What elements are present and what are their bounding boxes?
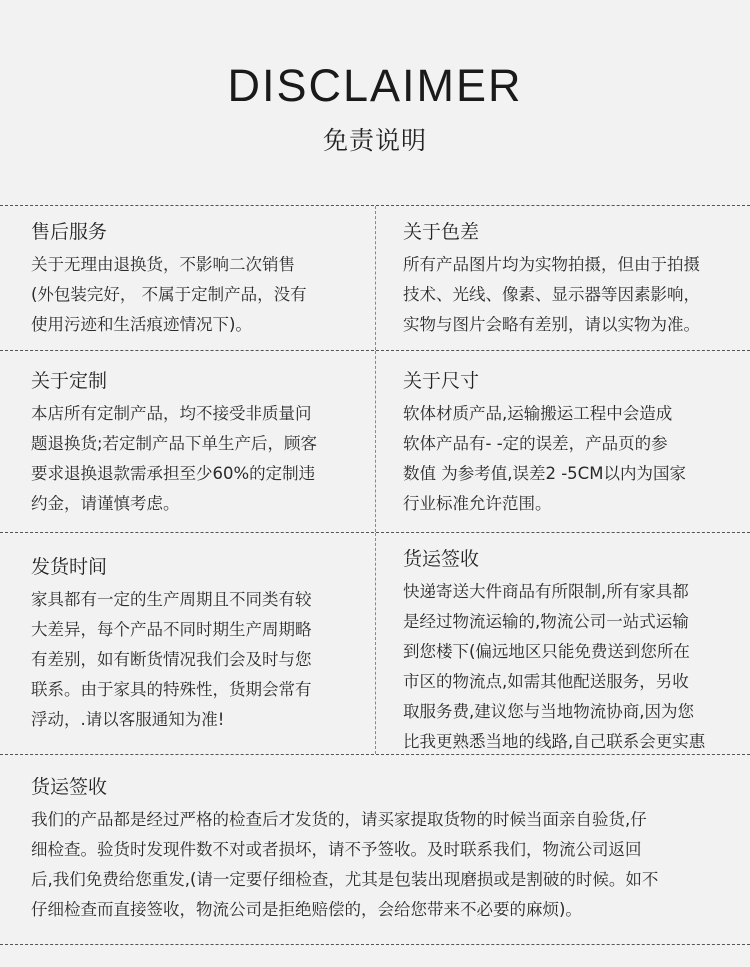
color-difference-section (403, 218, 700, 340)
body-line: 关于无理由退换货，不影响二次销售 (31, 255, 295, 274)
section-title: 关于尺寸 (403, 370, 480, 392)
section-body (31, 250, 307, 340)
body-line: 后,我们免费给您重发,(请一定要仔细检查，尤其是包装出现磨损或是割破的时候。如不 (31, 870, 659, 889)
customization-section (31, 367, 317, 519)
body-line: 题退换货;若定制产品下单生产后，顾客 (31, 434, 318, 453)
body-line: 比我更熟悉当地的线路,自己联系会更实惠 (403, 732, 706, 751)
divider-line (0, 944, 750, 945)
body-line: 是经过物流运输的,物流公司一站式运输 (403, 612, 689, 631)
page-title-chinese: 免责说明 (322, 126, 427, 155)
body-line: 到您楼下(偏远地区只能免费送到您所在 (403, 642, 690, 661)
page-title-english: DISCLAIMER (227, 60, 523, 111)
section-title: 货运签收 (403, 548, 480, 570)
body-line: 大差异，每个产品不同时期生产周期略 (31, 620, 312, 639)
body-line: 软体材质产品,运输搬运工程中会造成 (403, 404, 673, 423)
size-section (403, 367, 686, 519)
column-divider (375, 351, 376, 532)
body-line: 市区的物流点,如需其他配送服务，另收 (403, 672, 689, 691)
section-body (403, 250, 700, 340)
body-line: 家具都有一定的生产周期且不同类有较 (31, 590, 312, 609)
shipping-receipt-section (403, 545, 705, 757)
body-line: 软体产品有- -定的误差，产品页的参 (403, 434, 668, 453)
body-line: 细检查。验货时发现件数不对或者损坏，请不予签收。及时联系我们，物流公司返回 (31, 840, 642, 859)
section-title: 发货时间 (31, 556, 108, 578)
delivery-time-section (31, 553, 312, 735)
section-body (31, 585, 312, 735)
section-title: 关于定制 (31, 370, 108, 392)
body-line: 使用污迹和生活痕迹情况下)。 (31, 315, 252, 334)
body-line: 所有产品图片均为实物拍摄，但由于拍摄 (403, 255, 700, 274)
body-line: 浮动，.请以客服通知为准! (31, 710, 225, 729)
column-divider (375, 533, 376, 754)
body-line: (外包装完好， 不属于定制产品，没有 (31, 285, 307, 304)
section-body (403, 399, 686, 519)
section-body (31, 399, 317, 519)
body-line: 行业标准允许范围。 (403, 494, 552, 513)
section-title: 售后服务 (31, 221, 108, 243)
body-line: 联系。由于家具的特殊性，货期会常有 (31, 680, 312, 699)
body-line: 要求退换退款需承担至少60%的定制违 (31, 464, 316, 483)
body-line: 技术、光线、像素、显示器等因素影响， (403, 285, 700, 304)
after-sales-section (31, 218, 307, 340)
body-line: 约金，请谨慎考虑。 (31, 494, 180, 513)
body-line: 快递寄送大件商品有所限制,所有家具都 (403, 582, 689, 601)
section-body (403, 577, 705, 757)
body-line: 数值 为参考值,误差2 -5CM以内为国家 (403, 464, 686, 483)
body-line: 有差别，如有断货情况我们会及时与您 (31, 650, 312, 669)
body-line: 本店所有定制产品，均不接受非质量问 (31, 404, 312, 423)
body-line: 取服务费,建议您与当地物流协商,因为您 (403, 702, 694, 721)
section-body (31, 805, 658, 925)
column-divider (375, 206, 376, 350)
shipping-inspection-section (31, 773, 658, 925)
page-header (0, 0, 750, 205)
body-line: 我们的产品都是经过严格的检查后才发货的，请买家提取货物的时候当面亲自验货,仔 (31, 810, 647, 829)
body-line: 实物与图片会略有差别，请以实物为准。 (403, 315, 700, 334)
section-title: 关于色差 (403, 221, 480, 243)
section-title: 货运签收 (31, 776, 108, 798)
body-line: 仔细检查而直接签收，物流公司是拒绝赔偿的，会给您带来不必要的麻烦)。 (31, 900, 582, 919)
